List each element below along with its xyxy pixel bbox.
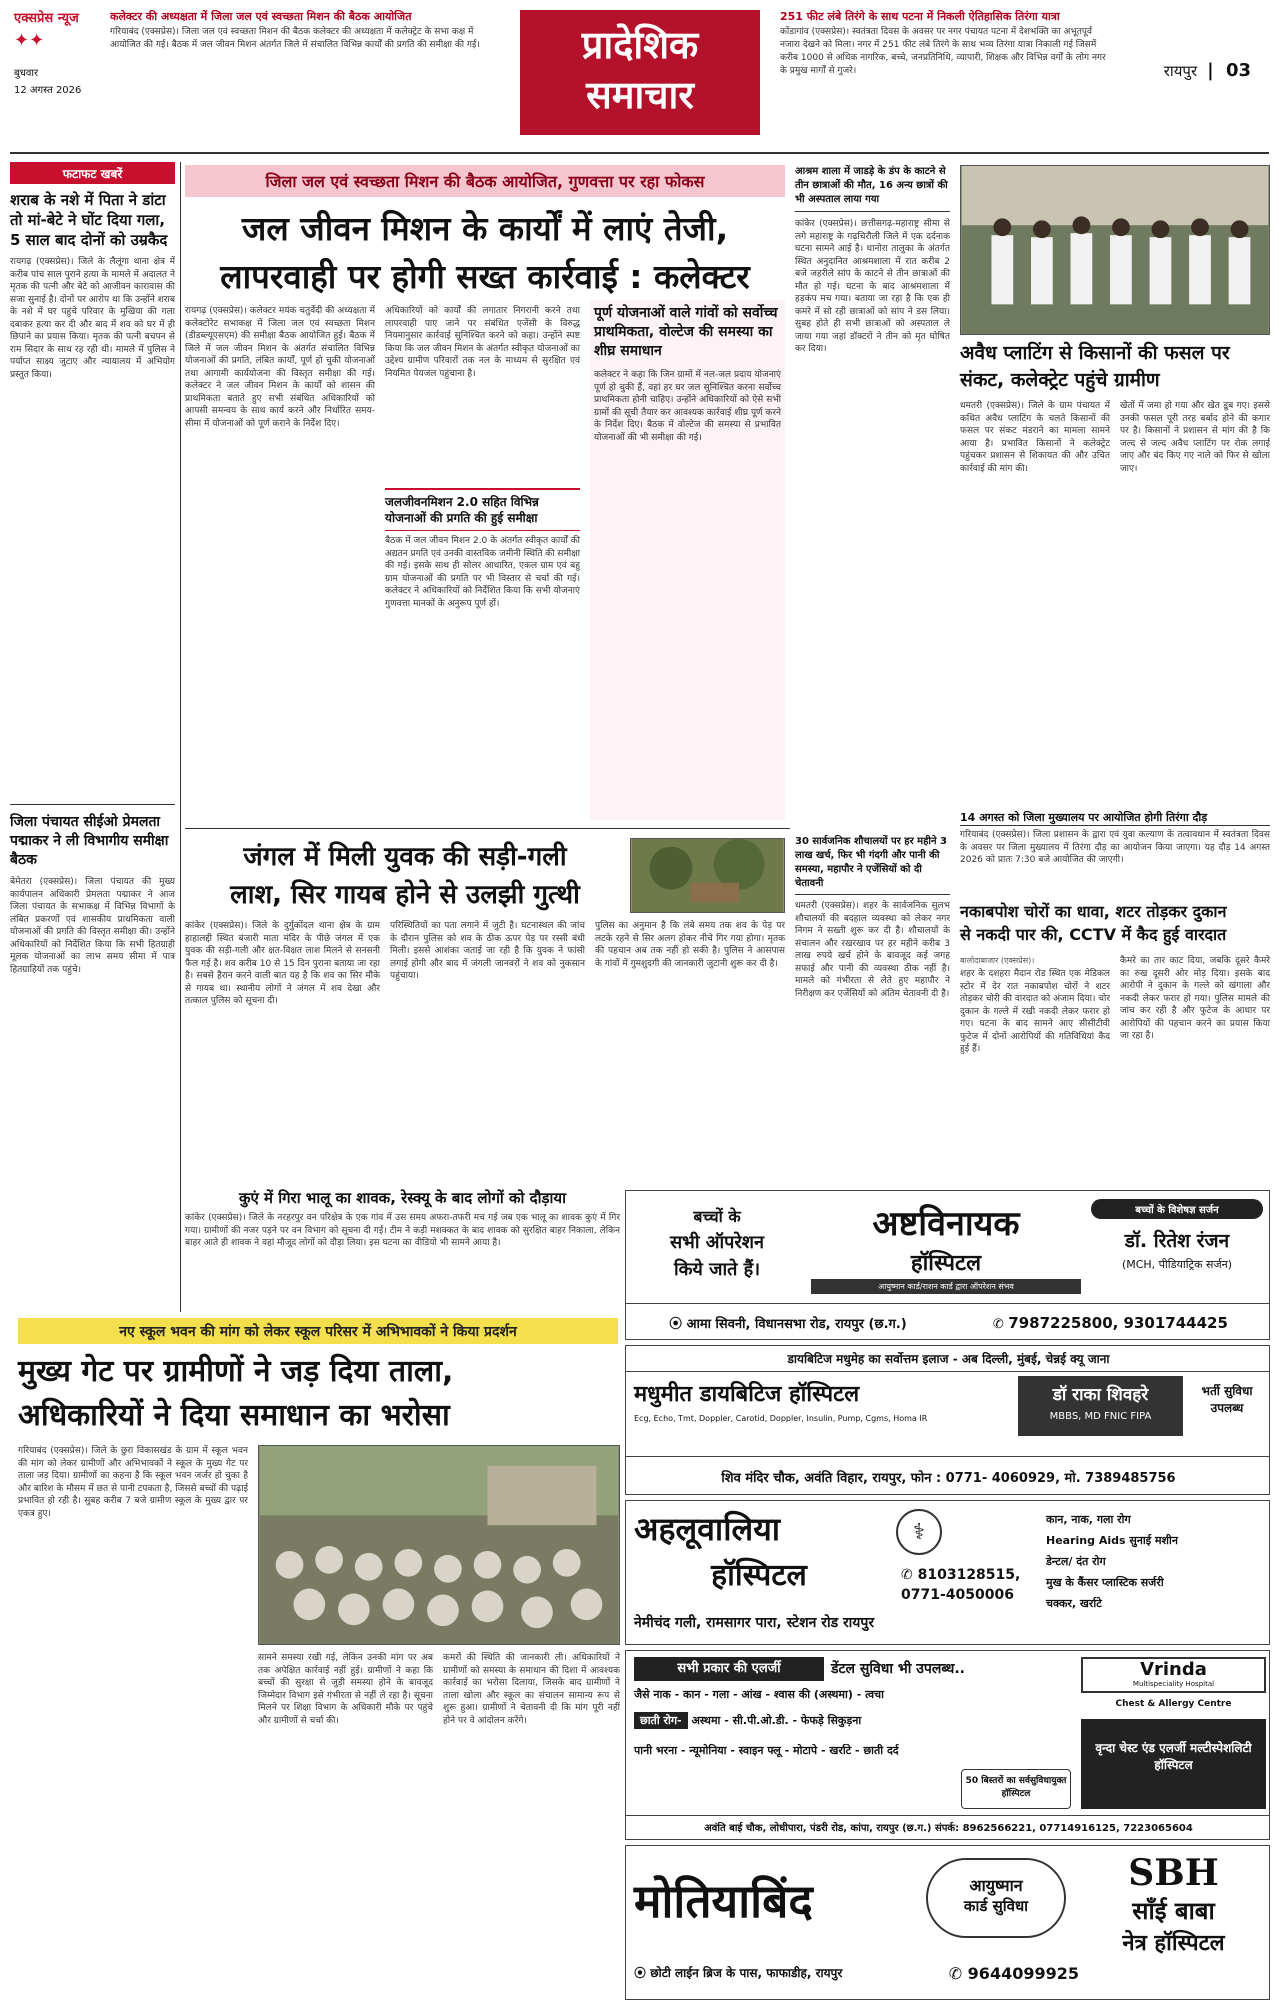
ad-ashtavinayak-specialist: बच्चों के विशेषज्ञ सर्जन [1091,1199,1263,1219]
top-left-story [110,10,500,130]
ad-motiyabind-name: मोतियाबिंद [634,1874,813,1928]
ad-ashtavinayak-left2: सभी ऑपरेशन [670,1232,764,1253]
ad-vrinda-ent: जैसे नाक - कान - गला - आंख - श्वास की (अस्थमा) - त्वचा [634,1688,884,1701]
bear-text: कांकेर (एक्सप्रेस)। जिले के नरहरपुर वन परिक्षेत्र के एक गांव में उस समय अफरा-तफरी मच गई जब एक भालू का शावक कुएं में गिर गया। ग्रामीणों की नजर पड़ने पर वन विभाग को सूचना दी गई। टीम ने कड़ी मशक्कत के बाद शावक को सुरक्षित बाहर निकाला, लेकिन बाहर आते ही शावक ने वहां मौजूद लोगों को दौड़ा लिया। इस घटना का वीडियो भी सामने आया है। [185,1213,620,1248]
school-headline-line1: मुख्य गेट पर ग्रामीणों ने जड़ दिया ताला, [18,1354,454,1389]
ad-vrinda-beds: 50 बिस्तरों का सर्वसुविधायुक्त हॉस्पिटल [961,1769,1071,1809]
ashram-title: आश्रम शाला में जाडड़े के डंप के काटने से तीन छात्राओं की मौत, 16 अन्य छात्रों की भी अस्पताल लाया गया [795,165,950,212]
ad-ashtavinayak-address: ⦿ आमा सिवनी, विधानसभा रोड, रायपुर (छ.ग.) [669,1317,907,1332]
ahluwalia-emblem-icon: ⚕ [896,1509,942,1555]
top-left-story-title: कलेक्टर की अध्यक्षता में जिला जल एवं स्वच्छता मिशन की बैठक आयोजित [110,10,412,23]
ad-vrinda-allergy: सभी प्रकार की एलर्जी [634,1657,824,1681]
ad-motiyabind-hospital [1081,1852,1266,1957]
thieves-byline: बालोदाबाजार (एक्सप्रेस)। [960,956,1035,965]
ad-ahluwalia-s1: कान, नाक, गला रोग [1046,1513,1131,1526]
thieves-text-col1: शहर के दशहरा मैदान रोड स्थित एक मेडिकल स्टोर में देर रात नकाबपोश चोरों ने शटर तोड़कर चोरी की वारदात को अंजाम दिया। चोर दुकान के गल्ले में रखी नकदी लेकर फरार हो गए। घटना के बाद सामने आए सीसीटीवी फुटेज में दोनों आरोपियों की गतिविधियां कैद हुई हैं। [960,969,1110,1054]
ad-motiyabind-badge2: कार्ड सुविधा [963,1897,1029,1915]
ad-ahluwalia [625,1500,1270,1645]
lead-kicker: जिला जल एवं स्वच्छता मिशन की बैठक आयोजित, गुणवत्ता पर रहा फोकस [185,165,785,197]
tiranga-story [960,810,1270,895]
ad-ahluwalia-phones [901,1565,1041,1605]
ad-vrinda-hindi: वृन्दा चेस्ट एंड एलर्जी मल्टीस्पेशलिटी हॉस्पिटल [1081,1719,1266,1809]
ad-ashtavinayak-left1: बच्चों के [693,1207,741,1226]
location-pin-icon: ⦿ [634,1966,651,1980]
ad-ashtavinayak-footer [626,1303,1270,1340]
masthead [0,0,1279,150]
jungle-text-col1: कांकेर (एक्सप्रेस)। जिले के दुर्गुकोंदल थाना क्षेत्र के ग्राम हाहालद्दी स्थित बंजारी माता मंदिर के पीछे जंगल में एक युवक की सड़ी-गली और क्षत-विक्षत लाश मिलने से सनसनी फैल गई है। शव करीब 10 से 15 दिन पुराना बताया जा रहा है। सबसे हैरान करने वाली बात यह है कि शव का सिर मौके से गायब था। स्थानीय लोगों ने जंगल में शव देखा और तत्काल पुलिस को सूचना दी। [185,921,380,1006]
ad-ahluwalia-s5: चक्कर, खर्राटे [1046,1597,1102,1610]
sidebar-left [10,162,175,1312]
ad-vrinda-chest-text: अस्थमा - सी.पी.ओ.डी. - फेफड़े सिकुड़ना [691,1714,862,1727]
ad-ahluwalia-sub: हॉस्पिटल [711,1558,807,1593]
sidebar-story2-title: जिला पंचायत सीईओ प्रेमलता पद्माकर ने ली विभागीय समीक्षा बैठक [10,814,169,868]
ad-ashtavinayak-left [632,1205,802,1281]
tiranga-text: गरियाबंद (एक्सप्रेस)। जिला प्रशासन के द्वारा एवं युवा कल्याण के तत्वावधान में स्वतंत्रता दिवस के अवसर पर जिला मुख्यालय में तिरंगा दौड़ का आयोजन किया जाएगा। यह दौड़ 14 अगस्त 2026 को प्रातः 7:30 बजे आयोजित की जाएगी। [960,830,1270,865]
ad-ahluwalia-name: अहलूवालिया [634,1510,781,1548]
lead-headline [185,205,785,301]
ad-madhumit-tagline: डायबिटिज मधुमेह का सर्वोत्तम इलाज - अब दिल्ली, मुंबई, चेन्नई क्यू जाना [626,1346,1270,1372]
lead-box-text: कलेक्टर ने कहा कि जिन ग्रामों में नल-जल प्रदाय योजनाएं पूर्ण हो चुकी हैं, वहां हर घर जल सुनिश्चित करना सर्वोच्च प्राथमिकता होनी चाहिए। उन्होंने अधिकारियों को ऐसे सभी ग्रामों की सूची तैयार कर आवश्यक कार्रवाई शीघ्र पूर्ण करने के निर्देश दिए। बैठक में वोल्टेज की समस्या से प्रभावित योजनाओं की भी समीक्षा की गई। [594,370,782,443]
tiranga-headline: 14 अगस्त को जिला मुख्यालय पर आयोजित होगी तिरंगा दौड़ [960,810,1270,826]
ad-motiyabind-footer [634,1964,1079,1983]
toilet-title: 30 सार्वजनिक शौचालयों पर हर महीने 3 लाख खर्च, फिर भी गंदगी और पानी की समस्या, महापौर ने एजेंसियों को दी चेतावनी [795,835,950,895]
ad-ahluwalia-s4: मुख के कैंसर प्लास्टिक सर्जरी [1046,1576,1164,1589]
thieves-text-col2: कैमरे का तार काट दिया, जबकि दूसरे कैमरे का रुख दूसरी ओर मोड़ दिया। इसके बाद आरोपी ने दुकान के गल्ले को खंगाला और नकदी लेकर फरार हो गया। पुलिस मामले की जांच कर रही है और फुटेज के आधार पर आरोपियों की पहचान करने का प्रयास किया जा रहा है। [1120,956,1270,1041]
ad-ashtavinayak-left3: किये जाते हैं। [673,1259,761,1280]
sidebar-story1-title: शराब के नशे में पिता ने डांटा तो मां-बेटे ने घोंट दिया गला, 5 साल बाद दोनों को उम्रकैद [10,191,168,249]
lead-text-col1: रायगढ़ (एक्सप्रेस)। कलेक्टर मयंक चतुर्वेदी की अध्यक्षता में कलेक्टोरेट सभाकक्ष में जिला जल एवं स्वच्छता मिशन (डीडब्ल्यूएसएम) की समीक्षा बैठक आयोजित हुई। बैठक में जिले में जल जीवन मिशन के अंतर्गत संचालित विभिन्न योजनाओं की प्रगति, लंबित कार्यों, पूर्ण हो चुकी योजनाओं तथा आगामी कार्ययोजना की विस्तृत समीक्षा की गई। कलेक्टर ने जल जीवन मिशन के कार्यों को शासन की प्राथमिकता बताते हुए सभी संबंधित अधिकारियों को आपसी समन्वय के साथ कार्य करने और निर्धारित समय-सीमा में योजनाओं को पूर्ण कराने के निर्देश दिए। [185,306,375,429]
lead-box [590,300,785,820]
page-number: 03 [1225,60,1251,81]
ad-ashtavinayak-doctor: डॉ. रितेश रंजन [1124,1230,1230,1252]
lead-box-headline: पूर्ण योजनाओं वाले गांवों को सर्वोच्च प्राथमिकता, वोल्टेज की समस्या का शीघ्र समाधान [594,305,778,359]
top-left-story-text: गरियाबंद (एक्सप्रेस)। जिला जल एवं स्वच्छता मिशन की बैठक कलेक्टर की अध्यक्षता में कलेक्ट्रेट के सभा कक्ष में आयोजित की गई। बैठक में जल जीवन मिशन अंतर्गत जिले में संचालित विभिन्न कार्यों की प्रगति की समीक्षा की गई। [110,27,480,50]
ad-vrinda-name-sub2: Chest & Allergy Centre [1115,1699,1232,1709]
ad-ashtavinayak-phone: ✆ 7987225800, 9301744425 [992,1313,1228,1332]
lead-headline-line2: लापरवाही पर होगी सख्त कार्रवाई : कलेक्टर [220,257,750,296]
sidebar-divider [10,804,175,805]
ad-madhumit-address: शिव मंदिर चौक, अवंति विहार, रायपुर, फोन : 0771- 4060929, मो. 7389485756 [626,1456,1270,1495]
toilet-story [795,835,950,1180]
ad-motiyabind-phone: ✆ 9644099925 [948,1964,1079,1983]
ad-madhumit-doctor-box [1018,1376,1183,1436]
lead-text-col2: अधिकारियों को कार्यों की लगातार निगरानी करने तथा लापरवाही पाए जाने पर संबंधित एजेंसी के विरुद्ध नियमानुसार कार्रवाई सुनिश्चित करने को कहा। उन्होंने स्पष्ट किया कि जल जीवन मिशन के अंतर्गत स्वीकृत योजनाओं का उद्देश्य ग्रामीण परिवारों तक नल के माध्यम से सुरक्षित एवं नियमित पेयजल पहुंचाना है। [385,306,580,379]
jungle-text-col2: परिस्थितियों का पता लगाने में जुटी है। घटनास्थल की जांच के दौरान पुलिस को शव के ठीक ऊपर पेड़ पर रस्सी बंधी मिली। इससे आशंका जताई जा रही है कि युवक ने फांसी लगाई होगी और बाद में जंगली जानवरों ने शव को नुकसान पहुंचाया। [390,921,585,981]
ad-vrinda-logo [1081,1657,1266,1693]
sidebar-story2-text: बेमेतरा (एक्सप्रेस)। जिला पंचायत की मुख्य कार्यपालन अधिकारी प्रेमलता पद्माकर ने आज जिला पंचायत के सभाकक्ष में विभिन्न विभागों के लंबित प्रकरणों एवं शासकीय प्राथमिकता वाली योजनाओं की प्रगति की विस्तृत समीक्षा की। उन्होंने अधिकारियों को निर्देशित किया कि सभी हितग्राही मूलक योजनाओं का लाभ समय सीमा में पात्र हितग्राहियों तक पहुंचे। [10,877,175,975]
school-photo-illustration [259,1446,619,1644]
farmers-photo-illustration [961,166,1269,334]
ad-vrinda-chest-label: छाती रोग- [634,1712,688,1729]
ad-madhumit-doctor: डॉ राका शिवहरे [1052,1385,1149,1405]
ad-madhumit-services: Ecg, Echo, Tmt, Doppler, Carotid, Doppler, Insulin, Pump, Cgms, Homa IR [634,1414,928,1423]
jungle-headline-line2: लाश, सिर गायब होने से उलझी गुत्थी [230,880,580,910]
ad-ahluwalia-s3: डेन्टल/ दंत रोग [1046,1555,1106,1568]
ad-motiyabind-badge1: आयुष्मान [969,1876,1023,1895]
ad-motiyabind-hospital2: नेत्र हॉस्पिटल [1122,1931,1225,1956]
ashram-story [795,165,950,805]
phone-icon: ✆ [948,1964,968,1983]
jungle-headline [185,838,625,914]
ad-vrinda [625,1650,1270,1840]
city-name: रायपुर [1163,62,1198,80]
ad-vrinda-name-sub: Multispeciality Hospital [1132,1680,1215,1688]
school-text-col2: सामने समस्या रखी गई, लेकिन उनकी मांग पर अब तक अपेक्षित कार्रवाई नहीं हुई। ग्रामीणों ने कहा कि बच्चों की सुरक्षा से जुड़ी समस्या होने के बावजूद जिम्मेदार विभाग इसे गंभीरता से नहीं ले रहा है। सूचना मिलने पर शिक्षा विभाग के अधिकारी मौके पर पहुंचे और ग्रामीणों से चर्चा की। [258,1653,433,1726]
bear-story [185,1188,620,1313]
thieves-headline-line1: नकाबपोश चोरों का धावा, शटर तोड़कर दुकान [960,902,1227,921]
ad-vrinda-name: Vrinda [1140,1659,1207,1680]
ad-motiyabind-hospital1: साँई बाबा [1132,1897,1215,1925]
farmers-text-col2: खेतों में जमा हो गया और खेत डूब गए। इससे उनकी फसल पूरी तरह बर्बाद होने की कगार पर है। किसानों ने प्रशासन से मांग की है कि जल्द से जल्द अवैध प्लाटिंग पर रोक लगाई जाए और बंद किए गए नाले को फिर से खोला जाए। [1120,401,1270,474]
phone-icon: ✆ [901,1567,918,1583]
farmers-headline: अवैध प्लाटिंग से किसानों की फसल पर संकट, कलेक्ट्रेट पहुंचे ग्रामीण [960,342,1230,391]
school-text-col1: गरियाबंद (एक्सप्रेस)। जिले के छुरा विकासखंड के ग्राम में स्कूल भवन की मांग को लेकर ग्रामीणों और अभिभावकों ने स्कूल के मुख्य गेट पर ताला जड़ दिया। ग्रामीणों का कहना है कि स्कूल भवन जर्जर हो चुका है और बारिश के मौसम में छत से पानी टपकता है, जिससे बच्चों की पढ़ाई प्रभावित हो रही है। सुबह करीब 7 बजे ग्रामीण स्कूल के मुख्य द्वार पर एकत्र हुए। [18,1446,248,1519]
issue-date: 12 अगस्त 2026 [14,85,82,96]
ashram-text: कांकेर (एक्सप्रेस)। छत्तीसगढ़-महाराष्ट्र सीमा से लगे महाराष्ट्र के गढ़चिरौली जिले में एक दर्दनाक घटना सामने आई है। धानोरा तालुका के अंतर्गत स्थित अनुदानित आश्रमशाला में रात करीब 2 बजे जहरीले सांप के काटने से तीन छात्राओं की मौत हो गई। घटना के बाद आश्रमशाला में हड़कंप मच गया। बताया जा रहा है कि एक ही कमरे में सो रही छात्राओं को सांप ने डस लिया। सुबह होते ही सभी छात्राओं को अस्पताल ले जाया गया जहां डॉक्टरों ने तीन को मृत घोषित कर दिया। [795,219,950,354]
lead-bottom-rule [185,828,790,829]
top-right-story-title: 251 फीट लंबे तिरंगे के साथ पटना में निकली ऐतिहासिक तिरंगा यात्रा [780,10,1060,23]
school-text-col3: कमरों की स्थिति की जानकारी ली। अधिकारियों ने ग्रामीणों को समस्या के समाधान की दिशा में आवश्यक कार्रवाई का भरोसा दिलाया, जिसके बाद ग्रामीणों ने ताला खोला और स्कूल का संचालन सामान्य रूप से शुरू हुआ। ग्रामीणों ने चेतावनी दी कि मांग पूरी नहीं होने पर वे आंदोलन करेंगे। [443,1653,620,1726]
issue-day: बुधवार [14,68,39,79]
ad-vrinda-chest [634,1713,1069,1728]
ad-ahluwalia-address: नेमीचंद गली, रामसागर पारा, स्टेशन रोड रायपुर [634,1615,875,1631]
farmers-photo [960,165,1270,335]
toilet-text: धमतरी (एक्सप्रेस)। शहर के सार्वजनिक सुलभ शौचालयों की बदहाल व्यवस्था को लेकर नगर निगम ने सख्ती शुरू कर दी है। शौचालयों के संचालन और रखरखाव पर हर महीने करीब 3 लाख रुपये खर्च होने के बावजूद कई जगह सफाई और पानी की व्यवस्था ठीक नहीं है। मामले को गंभीरता से लेते हुए महापौर ने निरीक्षण कर एजेंसियों को अंतिम चेतावनी दी है। [795,901,950,999]
bear-headline: कुएं में गिरा भालू का शावक, रेस्क्यू के बाद लोगों को दौड़ाया [239,1189,566,1207]
ad-ashtavinayak-scheme: आयुष्मान कार्ड/राशन कार्ड द्वारा ऑपरेशन संभव [811,1279,1081,1294]
ad-madhumit-name: मधुमीत डायबिटिज हॉस्पिटल [634,1382,860,1407]
ad-vrinda-other: पानी भरना - न्यूमोनिया - स्वाइन फ्लू - मोटापे - खर्राटे - छाती दर्द [634,1744,899,1757]
sidebar-story1-text: रायगढ़ (एक्सप्रेस)। जिले के लैलूंगा थाना क्षेत्र में करीब पांच साल पुराने हत्या के मामले में अदालत ने मृतक की पत्नी और बेटे को आजीवन कारावास की सजा सुनाई है। दोनों पर आरोप था कि उन्होंने शराब के नशे में घर पहुंचे परिवार के मुखिया की गला दबाकर हत्या कर दी और बाद में शव को घर में ही छिपाने का प्रयास किया। मृतक की पत्नी बचपन से राम सिदार के साथ रह रही थी। मामले में पुलिस ने पर्याप्त साक्ष्य जुटाए और न्यायालय में अभियोग प्रस्तुत किया। [10,257,175,380]
section-line2: समाचार [586,73,694,117]
ad-vrinda-dental: डेंटल सुविधा भी उपलब्ध.. [831,1661,965,1677]
lead-headline-line1: जल जीवन मिशन के कार्यों में लाएं तेजी, [241,209,729,248]
ad-ashtavinayak-degree: (MCH, पीडियाट्रिक सर्जन) [1121,1258,1233,1271]
ad-madhumit-degree: MBBS, MD FNIC FIPA [1049,1411,1152,1422]
ad-ahluwalia-services [1046,1509,1266,1614]
ad-ashtavinayak-name: अष्टविनायक [872,1204,1020,1244]
section-line1: प्रादेशिक [581,23,699,67]
school-headline-line2: अधिकारियों ने दिया समाधान का भरोसा [18,1398,450,1433]
ad-madhumit-facility: भर्ती सुविधा उपलब्ध [1201,1384,1253,1415]
ad-motiyabind [625,1845,1270,2000]
sidebar-label: फटाफट खबरें [10,162,175,184]
jungle-photo [630,838,785,913]
logo-name: एक्सप्रेस न्यूज [14,11,79,26]
jungle-text-col3: पुलिस का अनुमान है कि लंबे समय तक शव के पेड़ पर लटके रहने से सिर अलग होकर नीचे गिर गया होगा। मृतक की पहचान अब तक नहीं हो सकी है। पुलिस ने आसपास के गांवों में गुमशुदगी की जानकारी जुटानी शुरू कर दी है। [595,921,785,969]
lead-subheadline: जलजीवनमिशन 2.0 सहित विभिन्न योजनाओं की प्रगति की हुई समीक्षा [385,488,580,531]
ad-motiyabind-badge [926,1858,1066,1938]
ad-ashtavinayak [625,1190,1270,1340]
school-photo [258,1445,620,1645]
ad-ahluwalia-phone2: 0771-4050006 [901,1587,1014,1603]
jungle-headline-line1: जंगल में मिली युवक की सड़ी-गली [243,842,567,872]
top-right-story-text: कोंडागांव (एक्सप्रेस)। स्वतंत्रता दिवस के अवसर पर नगर पंचायत पटना में देशभक्ति का अभूतपूर्व नजारा देखने को मिला। नगर में 251 फीट लंबे तिरंगे के साथ भव्य तिरंगा यात्रा निकाली गई जिसमें करीब 1000 से अधिक नागरिक, बच्चे, जनप्रतिनिधि, व्यापारी, शिक्षक और विभिन्न वर्गों के लोग नगर के प्रमुख मार्गों से गुजरे। [780,27,1106,76]
lead-text-col3: बैठक में जल जीवन मिशन 2.0 के अंतर्गत स्वीकृत कार्यों की अद्यतन प्रगति एवं उनकी वास्तविक जमीनी स्थिति की समीक्षा की गई। इसके साथ ही सोलर आधारित, एकल ग्राम एवं बहु ग्राम योजनाओं की प्रगति पर भी विस्तार से चर्चा की गई। कलेक्टर ने अधिकारियों को निर्देशित किया कि सभी योजनाएं गुणवत्ता मानकों के अनुरूप पूर्ण हों। [385,536,580,609]
ad-ahluwalia-phone1: ✆ 8103128515, [901,1567,1021,1583]
jungle-photo-illustration [631,839,784,912]
ad-ahluwalia-s2: Hearing Aids सुनाई मशीन [1046,1534,1178,1547]
page-info: रायपुर | 03 [1163,60,1251,81]
location-pin-icon: ⦿ [669,1317,687,1332]
school-kicker: नए स्कूल भवन की मांग को लेकर स्कूल परिसर में अभिभावकों ने किया प्रदर्शन [18,1318,618,1344]
sbh-logo: SBH [1128,1852,1219,1894]
phone-icon: ✆ [992,1316,1009,1332]
thieves-headline [960,900,1270,946]
ad-madhumit [625,1345,1270,1495]
thieves-headline-line2: से नकदी पार की, CCTV में कैद हुई वारदात [960,925,1227,944]
school-headline [18,1350,618,1438]
section-banner [520,10,760,135]
masthead-divider [10,152,1269,154]
farmers-text-col1: धमतरी (एक्सप्रेस)। जिले के ग्राम पंचायत में कथित अवैध प्लाटिंग के चलते किसानों की फसल पर संकट मंडराने का मामला सामने आया है। प्रभावित किसानों ने कलेक्ट्रेट पहुंचकर प्रशासन से शिकायत की और उचित कार्रवाई की मांग की। [960,401,1110,474]
logo-dots-icon: ✦✦ [14,30,45,51]
ad-motiyabind-address: ⦿ छोटी लाईन ब्रिज के पास, फाफाडीह, रायपुर [634,1966,843,1980]
ad-vrinda-address: अवंति बाई चौक, लोधीपारा, पंडरी रोड, कांपा, रायपुर (छ.ग.) संपर्क: 8962566221, 07714916125, 7223065604 [626,1815,1270,1840]
ad-ashtavinayak-sub: हॉस्पिटल [910,1251,982,1276]
top-right-story [780,10,1110,140]
sidebar-vertical-rule [180,162,181,1312]
